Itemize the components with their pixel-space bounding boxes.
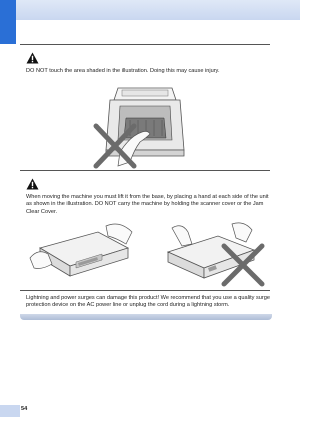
note-text-lightning: Lightning and power surges can damage this product! We recommend that you use a quality surge protection device on the AC power line or unplug the cord during a lightning storm. xyxy=(26,295,270,309)
hazard-area-illustration xyxy=(90,80,200,170)
page-number-tab xyxy=(0,405,20,417)
header-band xyxy=(0,0,300,20)
page-number: 54 xyxy=(21,406,28,412)
incorrect-lifting-illustration xyxy=(158,218,270,288)
warning-text-moving: When moving the machine you must lift it from the base, by placing a hand at each side of the unit as shown in the illustration. DO NOT carry the machine by holding the scanner cover or the Jam Clear Cover. xyxy=(26,194,269,215)
note-bottom-band xyxy=(20,314,272,320)
chapter-tab xyxy=(0,0,16,44)
correct-lifting-illustration xyxy=(28,218,138,286)
section-divider xyxy=(20,170,270,171)
warning-text-touch: DO NOT touch the area shaded in the illustration. Doing this may cause injury. xyxy=(26,68,220,74)
section-divider xyxy=(20,44,270,45)
section-divider xyxy=(20,290,270,291)
warning-icon xyxy=(26,52,39,64)
warning-icon xyxy=(26,178,39,190)
